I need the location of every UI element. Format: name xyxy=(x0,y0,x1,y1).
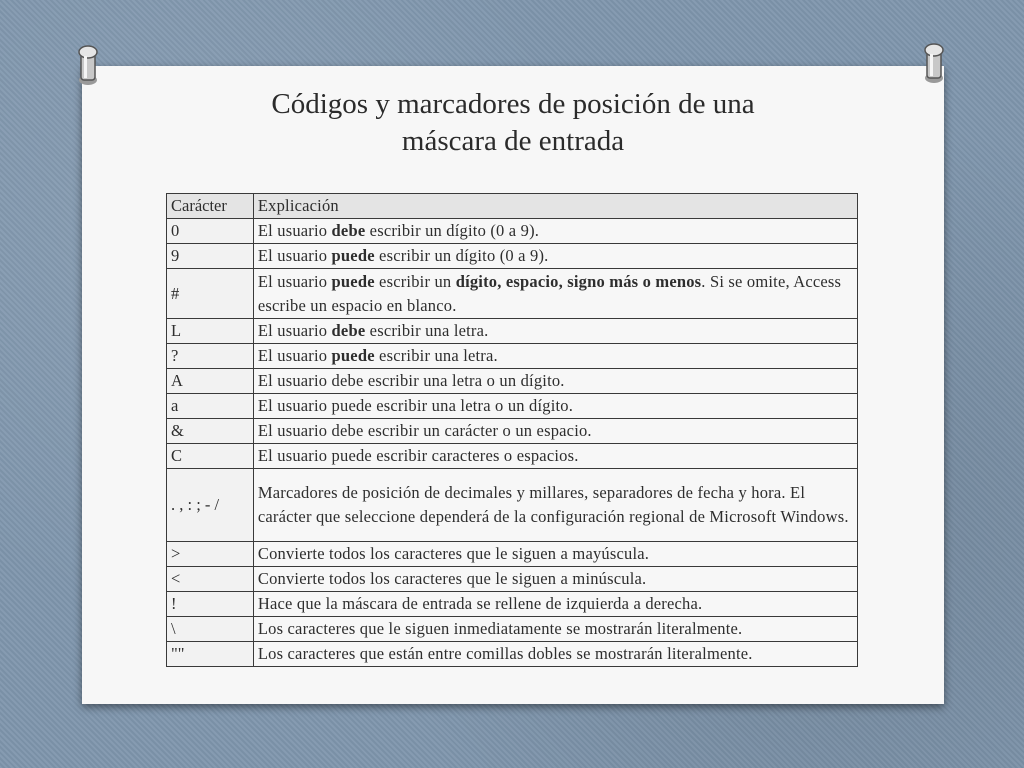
cell-explanation xyxy=(253,369,857,394)
table-row xyxy=(167,642,858,667)
cell-character: & xyxy=(167,419,254,444)
explanation-text: Convierte todos los caracteres que le siguen a mayúscula. xyxy=(257,544,650,563)
explanation-text: El usuario xyxy=(257,271,332,291)
emphasis-text: debe xyxy=(331,221,366,240)
cell-explanation xyxy=(253,319,857,344)
cell-character: a xyxy=(167,394,254,419)
table-row xyxy=(167,469,858,542)
slide-title-line2: máscara de entrada xyxy=(401,125,625,157)
cell-explanation xyxy=(253,567,857,592)
cell-character: L xyxy=(167,319,254,344)
table-row xyxy=(167,419,858,444)
explanation-text: escribir un dígito (0 a 9). xyxy=(365,221,540,240)
explanation-text: escribir una letra. xyxy=(374,346,498,365)
cell-explanation xyxy=(253,419,857,444)
explanation-text: escribir un xyxy=(374,271,456,291)
cell-explanation xyxy=(253,469,857,542)
table-row xyxy=(167,394,858,419)
header-explanation: Explicación xyxy=(253,194,857,219)
table-row xyxy=(167,444,858,469)
emphasis-text: puede xyxy=(331,246,375,265)
table-row xyxy=(167,592,858,617)
pushpin-icon xyxy=(72,42,104,88)
explanation-text: El usuario xyxy=(257,346,332,365)
emphasis-text: dígito, espacio, signo más o menos xyxy=(455,271,702,291)
table-row xyxy=(167,319,858,344)
explanation-text: El usuario debe escribir una letra o un dígito. xyxy=(257,371,565,390)
cell-character: 0 xyxy=(167,219,254,244)
explanation-text: El usuario puede escribir caracteres o espacios. xyxy=(257,446,579,465)
slide-title xyxy=(82,86,944,160)
table-row xyxy=(167,369,858,394)
header-character: Carácter xyxy=(167,194,254,219)
table-row xyxy=(167,567,858,592)
explanation-text: El usuario xyxy=(257,246,332,265)
cell-explanation xyxy=(253,219,857,244)
cell-character: \ xyxy=(167,617,254,642)
cell-character: ! xyxy=(167,592,254,617)
cell-explanation xyxy=(253,444,857,469)
cell-character: ? xyxy=(167,344,254,369)
cell-character: > xyxy=(167,542,254,567)
table-row xyxy=(167,269,858,319)
table-row xyxy=(167,244,858,269)
table-row xyxy=(167,219,858,244)
explanation-text: El usuario debe escribir un carácter o un espacio. xyxy=(257,421,592,440)
explanation-text: . Si se omite, Access escribe un espacio en blanco. xyxy=(257,271,842,315)
cell-character: "" xyxy=(167,642,254,667)
table-row xyxy=(167,542,858,567)
cell-character: . , : ; - / xyxy=(167,469,254,542)
table-row xyxy=(167,344,858,369)
cell-character: 9 xyxy=(167,244,254,269)
table-row xyxy=(167,617,858,642)
explanation-text: El usuario puede escribir una letra o un dígito. xyxy=(257,396,574,415)
cell-explanation xyxy=(253,344,857,369)
emphasis-text: puede xyxy=(331,271,375,291)
explanation-text: El usuario xyxy=(257,321,332,340)
explanation-text: escribir un dígito (0 a 9). xyxy=(374,246,549,265)
cell-explanation xyxy=(253,617,857,642)
table-header-row xyxy=(167,194,858,219)
explanation-text: Marcadores de posición de decimales y millares, separadores de fecha y hora. El carácter que seleccione dependerá de la configuración regional de Microsoft Windows. xyxy=(257,483,849,526)
cell-explanation xyxy=(253,244,857,269)
cell-character: < xyxy=(167,567,254,592)
slide-title-line1: Códigos y marcadores de posición de una xyxy=(271,88,755,120)
explanation-text: Hace que la máscara de entrada se rellene de izquierda a derecha. xyxy=(257,594,703,613)
emphasis-text: puede xyxy=(331,346,375,365)
emphasis-text: debe xyxy=(331,321,366,340)
cell-character: C xyxy=(167,444,254,469)
cell-character: # xyxy=(167,269,254,319)
cell-explanation xyxy=(253,642,857,667)
explanation-text: Los caracteres que están entre comillas dobles se mostrarán literalmente. xyxy=(257,644,753,663)
cell-explanation xyxy=(253,592,857,617)
cell-explanation xyxy=(253,542,857,567)
explanation-text: El usuario xyxy=(257,221,332,240)
pushpin-icon xyxy=(918,40,950,86)
cell-character: A xyxy=(167,369,254,394)
explanation-text: Convierte todos los caracteres que le siguen a minúscula. xyxy=(257,569,647,588)
input-mask-table xyxy=(166,193,858,667)
cell-explanation xyxy=(253,394,857,419)
explanation-text: Los caracteres que le siguen inmediatamente se mostrarán literalmente. xyxy=(257,619,743,638)
explanation-text: escribir una letra. xyxy=(365,321,489,340)
cell-explanation xyxy=(253,269,857,319)
